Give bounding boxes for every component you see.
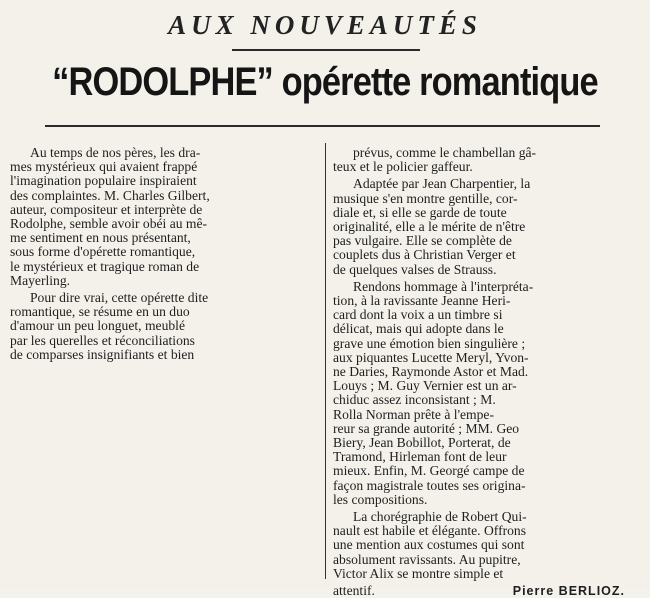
text-line: l'imagination populaire inspiraient	[10, 173, 197, 189]
text-line: Victor Alix se montre simple et	[333, 565, 504, 581]
text-line: mes mystérieux qui avaient frappé	[10, 159, 198, 175]
text-line: prévus, comme le chambellan gâ-	[353, 145, 537, 160]
text-line: teux et le policier gaffeur.	[333, 159, 473, 175]
text-line: Adaptée par Jean Charpentier, la	[353, 176, 531, 192]
text-line: tion, à la ravissante Jeanne Heri-	[333, 293, 511, 309]
text-line: Mayerling.	[10, 272, 71, 288]
text-line: Pour dire vrai, cette opérette dite	[30, 290, 209, 306]
text-line: par les querelles et réconciliations	[10, 332, 195, 348]
text-line: façon magistrale toutes ses origina-	[333, 477, 526, 493]
text-line: card dont la voix a un timbre si	[333, 307, 503, 323]
text-line: une mention aux costumes qui sont	[333, 537, 525, 553]
headline-rule	[45, 125, 600, 127]
text-line: les compositions.	[333, 491, 428, 507]
text-line: auteur, compositeur et interprète de	[10, 201, 203, 217]
text-line: des complaintes. M. Charles Gilbert,	[10, 187, 210, 203]
text-line: romantique, se résume en un duo	[10, 304, 190, 320]
text-line: le mystérieux et tragique roman de	[10, 258, 200, 274]
text-line: délicat, mais qui adopte dans le	[333, 321, 504, 337]
text-line: nault est habile et élégante. Offrons	[333, 523, 527, 539]
text-line: grave une émotion bien singulière ;	[333, 335, 526, 351]
text-line: Louys ; M. Guy Vernier est un ar-	[333, 378, 517, 394]
text-line: pas vulgaire. Elle se complète de	[333, 233, 512, 249]
text-line: Rendons hommage à l'interpréta-	[353, 278, 534, 294]
text-line: Rodolphe, semble avoir obéi au mê-	[10, 216, 208, 232]
text-line: d'amour un peu longuet, meublé	[10, 318, 185, 334]
text-line: chiduc assez inconsistant ; M.	[333, 392, 496, 408]
text-line: aux piquantes Lucette Meryl, Yvon-	[333, 349, 529, 365]
text-line: originalité, elle a le mérite de n'être	[333, 219, 526, 235]
text-line: mieux. Enfin, M. Georgé campe de	[333, 463, 525, 479]
right-column	[333, 146, 637, 598]
paragraph	[333, 280, 637, 507]
text-line: couplets dus à Christian Verger et	[333, 247, 516, 263]
text-line: reur sa grande autorité ; MM. Geo	[333, 420, 520, 436]
text-line: sous forme d'opérette romantique,	[10, 244, 196, 260]
section-kicker: AUX NOUVEAUTÉS	[168, 10, 482, 40]
text-line: absolument ravissants. Au pupitre,	[333, 551, 521, 567]
article-headline: “RODOLPHE” opérette romantique	[52, 60, 598, 104]
text-line: ne Daries, Raymonde Astor et Mad.	[333, 364, 529, 380]
text-line: de quelques valses de Strauss.	[333, 261, 497, 277]
text-line: Rolla Norman prête à l'empe-	[333, 406, 494, 422]
text-line: Au temps de nos pères, les dra-	[30, 145, 201, 160]
paragraph	[10, 291, 317, 362]
text-line: musique s'en montre gentille, cor-	[333, 190, 518, 206]
paragraph	[10, 146, 317, 288]
paragraph	[333, 177, 637, 276]
text-line: diale et, si elle se garde de toute	[333, 204, 507, 220]
closing-line	[333, 584, 637, 598]
closing-word: attentif.	[333, 583, 375, 598]
text-line: me sentiment en nous présentant,	[10, 230, 191, 246]
text-line: La chorégraphie de Robert Qui-	[353, 509, 527, 525]
kicker-rule	[232, 49, 420, 51]
author-signature: Pierre BERLIOZ.	[512, 584, 625, 598]
text-line: de comparses insignifiants et bien	[10, 346, 195, 362]
column-divider	[325, 143, 326, 579]
text-line: Biery, Jean Bobillot, Porterat, de	[333, 435, 511, 451]
text-line: Tramond, Hirleman font de leur	[333, 449, 507, 465]
left-column	[10, 146, 317, 365]
paragraph	[333, 146, 637, 174]
paragraph	[333, 510, 637, 581]
